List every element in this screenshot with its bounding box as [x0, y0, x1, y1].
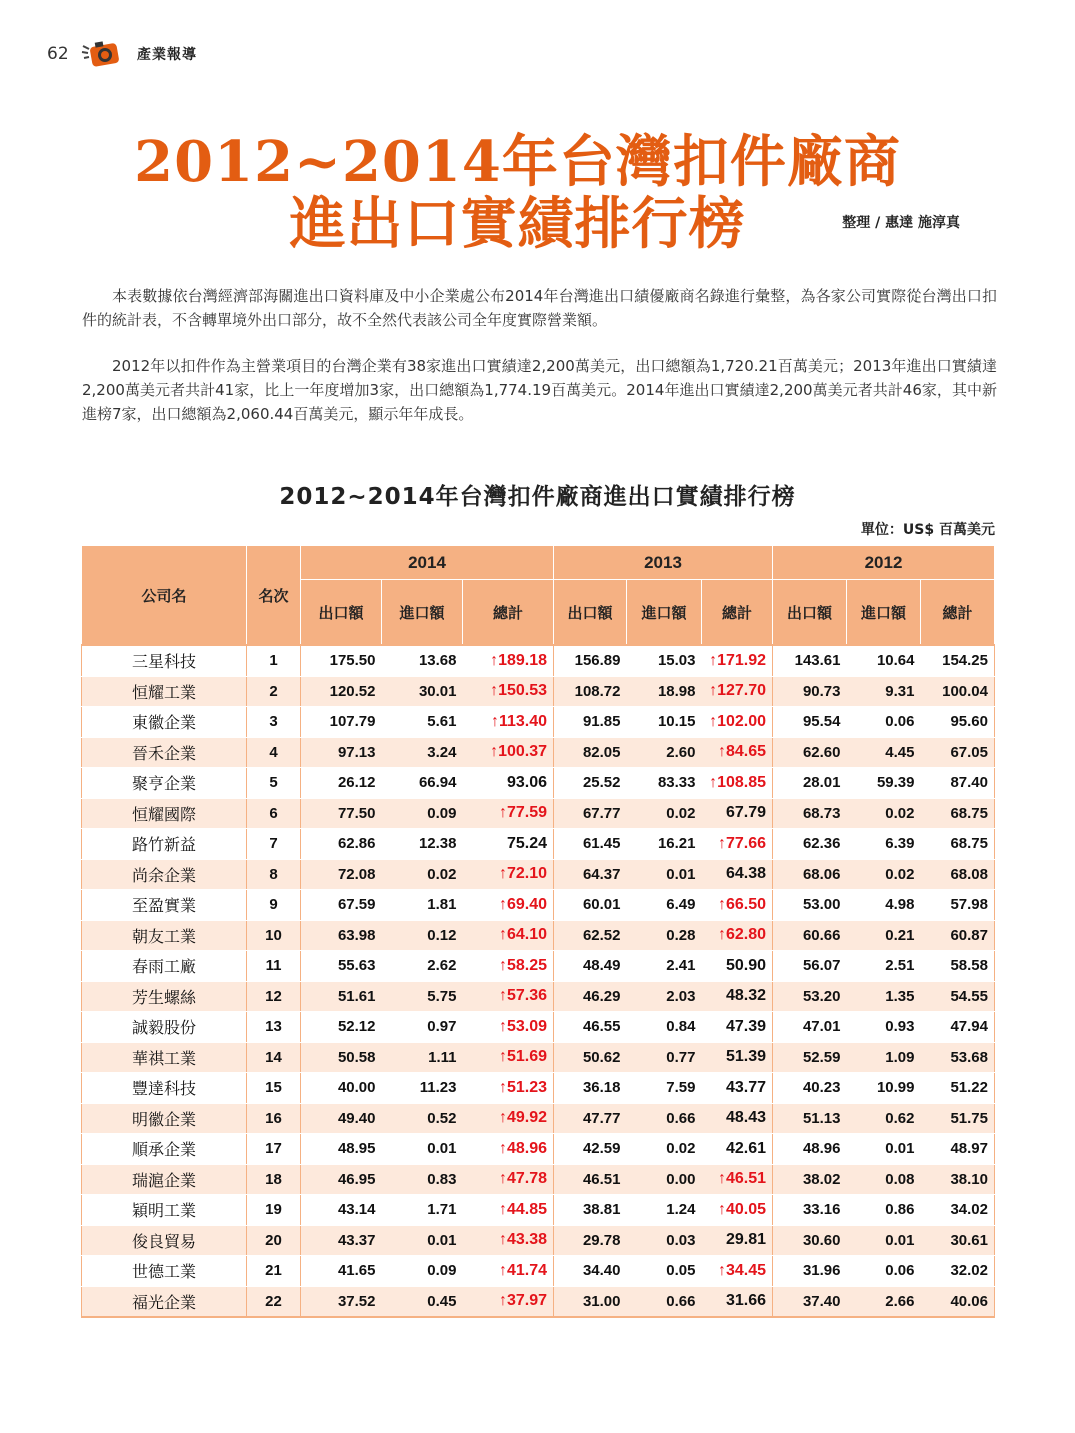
import-2013-cell: 0.77: [627, 1042, 702, 1073]
export-2012-cell: 62.60: [773, 737, 847, 768]
total-2014-cell: ↑77.59: [463, 798, 554, 829]
col-header-total: 總計: [921, 580, 995, 646]
table-row: [82, 1164, 995, 1195]
table-row: [82, 798, 995, 829]
company-name-cell: 晉禾企業: [82, 737, 247, 768]
export-2014-cell: 49.40: [301, 1103, 382, 1134]
table-row: [82, 829, 995, 860]
export-2014-cell: 97.13: [301, 737, 382, 768]
export-2013-cell: 108.72: [554, 676, 627, 707]
total-2014-cell: ↑57.36: [463, 981, 554, 1012]
export-2014-cell: 43.37: [301, 1225, 382, 1256]
total-2012-cell: 30.61: [921, 1225, 995, 1256]
table-row: [82, 1042, 995, 1073]
company-name-cell: 恒耀國際: [82, 798, 247, 829]
export-2013-cell: 31.00: [554, 1286, 627, 1317]
export-2013-cell: 34.40: [554, 1256, 627, 1287]
rank-cell: 10: [247, 920, 301, 951]
export-2012-cell: 68.73: [773, 798, 847, 829]
page-title-line2: 進出口實績排行榜: [289, 191, 746, 257]
table-row: [82, 1225, 995, 1256]
export-2013-cell: 64.37: [554, 859, 627, 890]
export-2012-cell: 90.73: [773, 676, 847, 707]
company-name-cell: 華祺工業: [82, 1042, 247, 1073]
rank-cell: 11: [247, 951, 301, 982]
import-2012-cell: 59.39: [847, 768, 921, 799]
total-2013-cell: 42.61: [702, 1134, 773, 1165]
total-2014-cell: ↑189.18: [463, 645, 554, 676]
import-2014-cell: 0.01: [382, 1225, 463, 1256]
export-2013-cell: 156.89: [554, 645, 627, 676]
import-2013-cell: 0.03: [627, 1225, 702, 1256]
rank-cell: 8: [247, 859, 301, 890]
import-2013-cell: 1.24: [627, 1195, 702, 1226]
import-2014-cell: 3.24: [382, 737, 463, 768]
total-2014-cell: 93.06: [463, 768, 554, 799]
company-name-cell: 東徽企業: [82, 707, 247, 738]
total-2012-cell: 87.40: [921, 768, 995, 799]
total-2013-cell: 50.90: [702, 951, 773, 982]
export-2013-cell: 29.78: [554, 1225, 627, 1256]
export-2013-cell: 82.05: [554, 737, 627, 768]
table-row: [82, 1286, 995, 1317]
page-header: [47, 38, 197, 70]
export-2012-cell: 53.00: [773, 890, 847, 921]
total-2012-cell: 58.58: [921, 951, 995, 982]
import-2012-cell: 4.45: [847, 737, 921, 768]
rank-cell: 19: [247, 1195, 301, 1226]
export-2012-cell: 28.01: [773, 768, 847, 799]
total-2012-cell: 54.55: [921, 981, 995, 1012]
rank-cell: 21: [247, 1256, 301, 1287]
export-2013-cell: 46.55: [554, 1012, 627, 1043]
table-row: [82, 890, 995, 921]
import-2012-cell: 0.08: [847, 1164, 921, 1195]
export-2012-cell: 37.40: [773, 1286, 847, 1317]
company-name-cell: 芳生螺絲: [82, 981, 247, 1012]
company-name-cell: 聚亨企業: [82, 768, 247, 799]
export-2014-cell: 43.14: [301, 1195, 382, 1226]
export-2013-cell: 60.01: [554, 890, 627, 921]
export-2014-cell: 41.65: [301, 1256, 382, 1287]
total-2014-cell: ↑49.92: [463, 1103, 554, 1134]
export-2012-cell: 68.06: [773, 859, 847, 890]
total-2013-cell: ↑84.65: [702, 737, 773, 768]
total-2012-cell: 47.94: [921, 1012, 995, 1043]
company-name-cell: 福光企業: [82, 1286, 247, 1317]
unit-label: 單位：US$ 百萬美元: [860, 522, 995, 538]
company-name-cell: 世德工業: [82, 1256, 247, 1287]
import-2013-cell: 0.66: [627, 1103, 702, 1134]
import-2012-cell: 0.02: [847, 859, 921, 890]
total-2012-cell: 53.68: [921, 1042, 995, 1073]
table-row: [82, 1195, 995, 1226]
col-header-export: 出口額: [301, 580, 382, 646]
export-2013-cell: 67.77: [554, 798, 627, 829]
export-2013-cell: 48.49: [554, 951, 627, 982]
company-name-cell: 瑞滬企業: [82, 1164, 247, 1195]
total-2012-cell: 60.87: [921, 920, 995, 951]
import-2014-cell: 12.38: [382, 829, 463, 860]
export-2013-cell: 38.81: [554, 1195, 627, 1226]
import-2013-cell: 0.02: [627, 1134, 702, 1165]
total-2012-cell: 51.22: [921, 1073, 995, 1104]
import-2013-cell: 18.98: [627, 676, 702, 707]
company-name-cell: 明徽企業: [82, 1103, 247, 1134]
import-2012-cell: 10.99: [847, 1073, 921, 1104]
rank-cell: 5: [247, 768, 301, 799]
total-2014-cell: ↑72.10: [463, 859, 554, 890]
import-2013-cell: 0.05: [627, 1256, 702, 1287]
import-2013-cell: 0.02: [627, 798, 702, 829]
import-2014-cell: 1.81: [382, 890, 463, 921]
import-2012-cell: 2.51: [847, 951, 921, 982]
total-2014-cell: ↑47.78: [463, 1164, 554, 1195]
import-2012-cell: 10.64: [847, 645, 921, 676]
total-2014-cell: ↑48.96: [463, 1134, 554, 1165]
company-name-cell: 俊良貿易: [82, 1225, 247, 1256]
company-name-cell: 春雨工廠: [82, 951, 247, 982]
export-2013-cell: 91.85: [554, 707, 627, 738]
table-row: [82, 645, 995, 676]
company-name-cell: 恒耀工業: [82, 676, 247, 707]
import-2013-cell: 2.41: [627, 951, 702, 982]
export-2014-cell: 67.59: [301, 890, 382, 921]
export-2014-cell: 77.50: [301, 798, 382, 829]
import-2014-cell: 0.09: [382, 798, 463, 829]
import-2014-cell: 5.75: [382, 981, 463, 1012]
export-2012-cell: 33.16: [773, 1195, 847, 1226]
export-2013-cell: 47.77: [554, 1103, 627, 1134]
import-2013-cell: 15.03: [627, 645, 702, 676]
col-header-export: 出口額: [554, 580, 627, 646]
total-2012-cell: 32.02: [921, 1256, 995, 1287]
export-2012-cell: 143.61: [773, 645, 847, 676]
total-2012-cell: 154.25: [921, 645, 995, 676]
company-name-cell: 至盈實業: [82, 890, 247, 921]
total-2012-cell: 68.08: [921, 859, 995, 890]
company-name-cell: 路竹新益: [82, 829, 247, 860]
total-2012-cell: 68.75: [921, 798, 995, 829]
import-2014-cell: 13.68: [382, 645, 463, 676]
total-2013-cell: 64.38: [702, 859, 773, 890]
total-2013-cell: ↑34.45: [702, 1256, 773, 1287]
table-row: [82, 951, 995, 982]
export-2014-cell: 48.95: [301, 1134, 382, 1165]
export-2012-cell: 38.02: [773, 1164, 847, 1195]
import-2013-cell: 10.15: [627, 707, 702, 738]
export-2014-cell: 55.63: [301, 951, 382, 982]
company-name-cell: 尚余企業: [82, 859, 247, 890]
import-2012-cell: 0.62: [847, 1103, 921, 1134]
export-2012-cell: 95.54: [773, 707, 847, 738]
export-2014-cell: 26.12: [301, 768, 382, 799]
table-row: [82, 1256, 995, 1287]
import-2014-cell: 66.94: [382, 768, 463, 799]
import-2012-cell: 0.06: [847, 707, 921, 738]
total-2013-cell: 43.77: [702, 1073, 773, 1104]
total-2014-cell: ↑100.37: [463, 737, 554, 768]
total-2014-cell: ↑58.25: [463, 951, 554, 982]
total-2013-cell: 29.81: [702, 1225, 773, 1256]
import-2012-cell: 0.86: [847, 1195, 921, 1226]
export-2012-cell: 31.96: [773, 1256, 847, 1287]
total-2012-cell: 67.05: [921, 737, 995, 768]
export-2012-cell: 53.20: [773, 981, 847, 1012]
total-2014-cell: ↑53.09: [463, 1012, 554, 1043]
import-2012-cell: 2.66: [847, 1286, 921, 1317]
total-2013-cell: 31.66: [702, 1286, 773, 1317]
import-2013-cell: 0.28: [627, 920, 702, 951]
export-2014-cell: 50.58: [301, 1042, 382, 1073]
export-2012-cell: 30.60: [773, 1225, 847, 1256]
company-name-cell: 豐達科技: [82, 1073, 247, 1104]
total-2014-cell: ↑150.53: [463, 676, 554, 707]
export-2014-cell: 120.52: [301, 676, 382, 707]
col-header-total: 總計: [702, 580, 773, 646]
import-2012-cell: 0.21: [847, 920, 921, 951]
table-row: [82, 737, 995, 768]
import-2012-cell: 9.31: [847, 676, 921, 707]
import-2013-cell: 7.59: [627, 1073, 702, 1104]
rank-cell: 13: [247, 1012, 301, 1043]
total-2014-cell: 75.24: [463, 829, 554, 860]
export-2014-cell: 52.12: [301, 1012, 382, 1043]
rank-cell: 20: [247, 1225, 301, 1256]
total-2012-cell: 40.06: [921, 1286, 995, 1317]
total-2013-cell: ↑46.51: [702, 1164, 773, 1195]
company-name-cell: 順承企業: [82, 1134, 247, 1165]
export-2012-cell: 51.13: [773, 1103, 847, 1134]
total-2014-cell: ↑113.40: [463, 707, 554, 738]
export-2013-cell: 50.62: [554, 1042, 627, 1073]
export-2014-cell: 51.61: [301, 981, 382, 1012]
total-2013-cell: 67.79: [702, 798, 773, 829]
company-name-cell: 三星科技: [82, 645, 247, 676]
total-2014-cell: ↑43.38: [463, 1225, 554, 1256]
export-2013-cell: 61.45: [554, 829, 627, 860]
total-2013-cell: ↑77.66: [702, 829, 773, 860]
table-row: [82, 707, 995, 738]
export-2014-cell: 175.50: [301, 645, 382, 676]
export-2012-cell: 47.01: [773, 1012, 847, 1043]
import-2014-cell: 0.52: [382, 1103, 463, 1134]
import-2014-cell: 0.45: [382, 1286, 463, 1317]
export-2012-cell: 40.23: [773, 1073, 847, 1104]
table-row: [82, 676, 995, 707]
export-2014-cell: 63.98: [301, 920, 382, 951]
total-2014-cell: ↑41.74: [463, 1256, 554, 1287]
total-2013-cell: 48.32: [702, 981, 773, 1012]
year-header-2013: 2013: [554, 546, 773, 580]
export-2013-cell: 62.52: [554, 920, 627, 951]
rank-cell: 4: [247, 737, 301, 768]
col-header-total: 總計: [463, 580, 554, 646]
table-title: 2012~2014年台灣扣件廠商進出口實績排行榜: [279, 484, 796, 510]
table-row: [82, 920, 995, 951]
total-2013-cell: 48.43: [702, 1103, 773, 1134]
total-2013-cell: 51.39: [702, 1042, 773, 1073]
total-2013-cell: ↑62.80: [702, 920, 773, 951]
total-2014-cell: ↑44.85: [463, 1195, 554, 1226]
table-row: [82, 768, 995, 799]
total-2012-cell: 34.02: [921, 1195, 995, 1226]
import-2012-cell: 1.35: [847, 981, 921, 1012]
import-2012-cell: 0.02: [847, 798, 921, 829]
year-header-2012: 2012: [773, 546, 995, 580]
export-2012-cell: 62.36: [773, 829, 847, 860]
import-2014-cell: 11.23: [382, 1073, 463, 1104]
total-2014-cell: ↑51.69: [463, 1042, 554, 1073]
rank-cell: 7: [247, 829, 301, 860]
rank-cell: 6: [247, 798, 301, 829]
author-byline: 整理 / 惠達 施淳真: [842, 215, 960, 231]
camera-icon: [81, 39, 121, 69]
total-2012-cell: 68.75: [921, 829, 995, 860]
company-name-cell: 誠毅股份: [82, 1012, 247, 1043]
import-2014-cell: 0.02: [382, 859, 463, 890]
export-2014-cell: 46.95: [301, 1164, 382, 1195]
total-2014-cell: ↑37.97: [463, 1286, 554, 1317]
import-2014-cell: 0.83: [382, 1164, 463, 1195]
total-2012-cell: 51.75: [921, 1103, 995, 1134]
rank-cell: 17: [247, 1134, 301, 1165]
total-2012-cell: 57.98: [921, 890, 995, 921]
import-2014-cell: 0.09: [382, 1256, 463, 1287]
total-2013-cell: ↑66.50: [702, 890, 773, 921]
col-header-company: 公司名: [82, 546, 247, 646]
rank-cell: 9: [247, 890, 301, 921]
import-2013-cell: 0.66: [627, 1286, 702, 1317]
total-2014-cell: ↑51.23: [463, 1073, 554, 1104]
export-2012-cell: 48.96: [773, 1134, 847, 1165]
import-2013-cell: 83.33: [627, 768, 702, 799]
total-2013-cell: ↑108.85: [702, 768, 773, 799]
table-row: [82, 1134, 995, 1165]
ranking-table: [81, 545, 995, 1318]
col-header-import: 進口額: [627, 580, 702, 646]
year-header-2014: 2014: [301, 546, 554, 580]
import-2014-cell: 0.12: [382, 920, 463, 951]
import-2014-cell: 30.01: [382, 676, 463, 707]
table-body: [82, 645, 995, 1317]
export-2014-cell: 40.00: [301, 1073, 382, 1104]
table-row: [82, 859, 995, 890]
export-2013-cell: 42.59: [554, 1134, 627, 1165]
import-2013-cell: 2.60: [627, 737, 702, 768]
export-2014-cell: 62.86: [301, 829, 382, 860]
company-name-cell: 朝友工業: [82, 920, 247, 951]
import-2013-cell: 0.01: [627, 859, 702, 890]
rank-cell: 14: [247, 1042, 301, 1073]
rank-cell: 22: [247, 1286, 301, 1317]
export-2012-cell: 52.59: [773, 1042, 847, 1073]
export-2013-cell: 46.51: [554, 1164, 627, 1195]
export-2012-cell: 56.07: [773, 951, 847, 982]
import-2014-cell: 1.71: [382, 1195, 463, 1226]
import-2012-cell: 1.09: [847, 1042, 921, 1073]
rank-cell: 3: [247, 707, 301, 738]
total-2012-cell: 48.97: [921, 1134, 995, 1165]
total-2013-cell: ↑127.70: [702, 676, 773, 707]
total-2013-cell: 47.39: [702, 1012, 773, 1043]
col-header-import: 進口額: [847, 580, 921, 646]
company-name-cell: 穎明工業: [82, 1195, 247, 1226]
page-title-line1: 2012~2014年台灣扣件廠商: [134, 129, 901, 195]
import-2014-cell: 0.01: [382, 1134, 463, 1165]
total-2012-cell: 95.60: [921, 707, 995, 738]
export-2014-cell: 72.08: [301, 859, 382, 890]
table-row: [82, 1012, 995, 1043]
total-2014-cell: ↑69.40: [463, 890, 554, 921]
export-2013-cell: 25.52: [554, 768, 627, 799]
import-2013-cell: 2.03: [627, 981, 702, 1012]
export-2013-cell: 46.29: [554, 981, 627, 1012]
import-2013-cell: 0.00: [627, 1164, 702, 1195]
import-2012-cell: 0.93: [847, 1012, 921, 1043]
import-2014-cell: 2.62: [382, 951, 463, 982]
table-row: [82, 981, 995, 1012]
total-2013-cell: ↑40.05: [702, 1195, 773, 1226]
rank-cell: 18: [247, 1164, 301, 1195]
page-number: 62: [47, 44, 69, 64]
import-2012-cell: 0.01: [847, 1225, 921, 1256]
import-2014-cell: 5.61: [382, 707, 463, 738]
col-header-rank: 名次: [247, 546, 301, 646]
total-2014-cell: ↑64.10: [463, 920, 554, 951]
rank-cell: 2: [247, 676, 301, 707]
table-row: [82, 1103, 995, 1134]
import-2014-cell: 1.11: [382, 1042, 463, 1073]
rank-cell: 15: [247, 1073, 301, 1104]
section-name: 產業報導: [137, 47, 197, 63]
table-row: [82, 1073, 995, 1104]
import-2012-cell: 0.06: [847, 1256, 921, 1287]
export-2014-cell: 107.79: [301, 707, 382, 738]
col-header-export: 出口額: [773, 580, 847, 646]
total-2012-cell: 100.04: [921, 676, 995, 707]
total-2013-cell: ↑171.92: [702, 645, 773, 676]
total-2012-cell: 38.10: [921, 1164, 995, 1195]
export-2014-cell: 37.52: [301, 1286, 382, 1317]
export-2012-cell: 60.66: [773, 920, 847, 951]
import-2012-cell: 6.39: [847, 829, 921, 860]
rank-cell: 12: [247, 981, 301, 1012]
import-2012-cell: 0.01: [847, 1134, 921, 1165]
total-2013-cell: ↑102.00: [702, 707, 773, 738]
intro-paragraph-1: 本表數據依台灣經濟部海關進出口資料庫及中小企業處公布2014年台灣進出口績優廠商名錄進行彙整，為各家公司實際從台灣出口扣件的統計表，不含轉單境外出口部分，故不全然代表該公司全年度實際營業額。: [82, 287, 997, 329]
rank-cell: 1: [247, 645, 301, 676]
import-2013-cell: 0.84: [627, 1012, 702, 1043]
export-2013-cell: 36.18: [554, 1073, 627, 1104]
intro-paragraph-2: 2012年以扣件作為主營業項目的台灣企業有38家進出口實績達2,200萬美元，出口總額為1,720.21百萬美元；2013年進出口實績達2,200萬美元者共計41家，比上一年度增加3家，出口總額為1,774.19百萬美元。2014年進出口實績達2,200萬美元者共計46家，其中新進榜7家，出口總額為2,060.44百萬美元，顯示年年成長。: [82, 357, 997, 423]
import-2014-cell: 0.97: [382, 1012, 463, 1043]
import-2013-cell: 16.21: [627, 829, 702, 860]
rank-cell: 16: [247, 1103, 301, 1134]
import-2013-cell: 6.49: [627, 890, 702, 921]
col-header-import: 進口額: [382, 580, 463, 646]
import-2012-cell: 4.98: [847, 890, 921, 921]
